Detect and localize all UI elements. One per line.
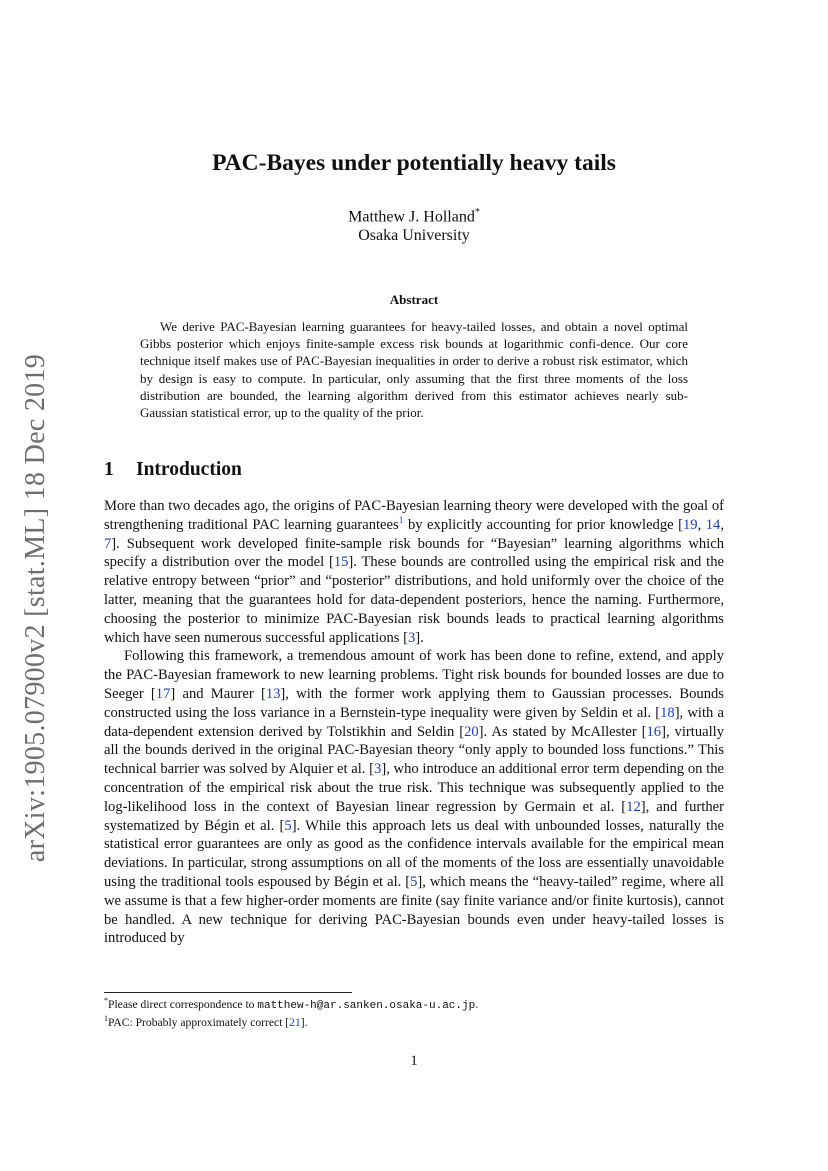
footnote-mark: 1 — [104, 1013, 108, 1023]
abstract-text: We derive PAC-Bayesian learning guarantees for heavy-tailed losses, and obtain a novel optimal Gibbs posterior which enjoys finite-sample excess risk bounds at logarithmic confi-dence. Our core technique itself makes use of PAC-Bayesian inequalities in order to derive a robust risk estimator, which by design is easy to compute. In particular, only assuming that the first three moments of the loss distribution are bounded, the learning algorithm derived from this estimator achieves nearly sub-Gaussian statistical error, up to the quality of the prior. — [140, 319, 688, 421]
section-heading — [104, 459, 724, 481]
citation-link[interactable]: 3 — [374, 761, 382, 778]
text-run: ], with a data-dependent extension derived by Tolstikhin and Seldin [ — [104, 704, 725, 740]
text-run: ]. As stated by McAllester [ — [478, 723, 647, 740]
citation-link[interactable]: 19 — [683, 516, 698, 533]
citation-link[interactable]: 16 — [646, 723, 662, 740]
citation-link[interactable]: 20 — [464, 723, 479, 740]
author-block — [104, 203, 724, 245]
paragraph-2 — [104, 647, 724, 948]
text-run: , — [720, 516, 724, 533]
footnote-text: ]. — [300, 1015, 308, 1029]
citation-link[interactable]: 18 — [660, 704, 675, 721]
citation-link[interactable]: 5 — [410, 873, 418, 890]
correspondence-email: matthew-h@ar.sanken.osaka-u.ac.jp — [257, 1000, 476, 1012]
text-run: ], with the former work applying them to Gaussian processes. Bounds constructed using the loss variance in a Bernstein-type inequality were given by Seldin et al. [ — [104, 685, 724, 721]
citation-link[interactable]: 21 — [289, 1015, 301, 1029]
citation-link[interactable]: 14 — [705, 516, 721, 533]
citation-link[interactable]: 15 — [333, 554, 349, 571]
text-run: Following this framework, a tremendous amount of work has been done to refine, extend, and apply the PAC-Bayesian framework to new learning problems. Tight risk bounds for bounded losses are due to Seeger [ — [104, 648, 724, 702]
text-run: ]. — [415, 629, 424, 646]
author-footnote-mark: * — [474, 207, 480, 218]
text-run: by explicitly accounting for prior knowledge [ — [403, 516, 683, 533]
footnote-link-1[interactable]: 1 — [398, 515, 404, 526]
footnote-text: PAC: Probably approximately correct [ — [108, 1015, 290, 1029]
footnote-text: Please direct correspondence to — [108, 998, 258, 1011]
footnote-pac — [104, 1015, 724, 1031]
footnotes — [104, 997, 724, 1030]
abstract-heading: Abstract — [389, 292, 439, 307]
text-run: ]. Subsequent work developed finite-sample risk bounds for “Bayesian” learning algorithms which specify a distribution over the model [ — [104, 535, 724, 571]
footnote-mark: * — [104, 996, 108, 1006]
footnote-text: . — [475, 998, 479, 1011]
text-run: ], virtually all the bounds derived in the original PAC-Bayesian theory “only apply to bounded loss functions.” This technical barrier was solved by Alquier et al. [ — [104, 723, 725, 778]
text-run: ] and Maurer [ — [170, 685, 266, 702]
citation-link[interactable]: 3 — [407, 629, 416, 646]
arxiv-identifier: arXiv:1905.07900v2 [stat.ML] 18 Dec 2019 — [20, 353, 52, 862]
citation-link[interactable]: 13 — [265, 685, 281, 702]
citation-link[interactable]: 7 — [104, 535, 112, 552]
paper-title: PAC-Bayes under potentially heavy tails — [212, 150, 616, 176]
citation-link[interactable]: 5 — [284, 817, 292, 834]
text-run: ], who introduce an additional error term depending on the concentration of the empirical risk about the true risk. This technique was subsequently applied to the log-likelihood loss in the context of Bayesian linear regression by Germain et al. [ — [104, 761, 724, 815]
text-run: ], which means the “heavy-tailed” regime, where all we assume is that a few higher-order moments are finite (say finite variance and/or finite kurtosis), cannot be handled. A new technique for deriving PAC-Bayesian bounds even under heavy-tailed losses is introduced by — [104, 873, 724, 947]
author-affiliation: Osaka University — [358, 227, 470, 245]
body-text — [104, 497, 724, 948]
section-number: 1 — [104, 459, 114, 480]
author-name: Matthew J. Holland — [348, 208, 475, 226]
text-run: ]. These bounds are controlled using the empirical risk and the relative entropy between “prior” and “posterior” distributions, and hold uniformly over the choice of the latter, meaning that the guarantees hold for data-dependent posteriors, hence the naming. Furthermore, choosing the posterior to minimize PAC-Bayesian risk bounds leads to practical learning algorithms which have seen numerous successful applications [ — [104, 554, 724, 646]
text-run: , — [697, 516, 706, 533]
section-title: Introduction — [136, 459, 242, 480]
paragraph-1 — [104, 497, 724, 647]
page-number: 1 — [410, 1053, 418, 1069]
citation-link[interactable]: 17 — [155, 685, 171, 702]
footnote-correspondence — [104, 997, 724, 1015]
text-run: ]. While this approach lets us deal with unbounded losses, naturally the statistical error guarantees are only as good as the confidence intervals available for the empirical mean deviations. In particular, strong assumptions on all of the moments of the loss are essentially unavoidable using the traditional tools espoused by Bégin et al. [ — [104, 817, 724, 890]
footnote-divider — [104, 992, 352, 993]
text-run: ], and further systematized by Bégin et al. [ — [104, 798, 724, 834]
arxiv-margin-stamp — [12, 355, 60, 860]
text-run: More than two decades ago, the origins of PAC-Bayesian learning theory were developed with the goal of strengthening traditional PAC learning guarantees — [104, 498, 724, 533]
citation-link[interactable]: 12 — [626, 798, 641, 815]
